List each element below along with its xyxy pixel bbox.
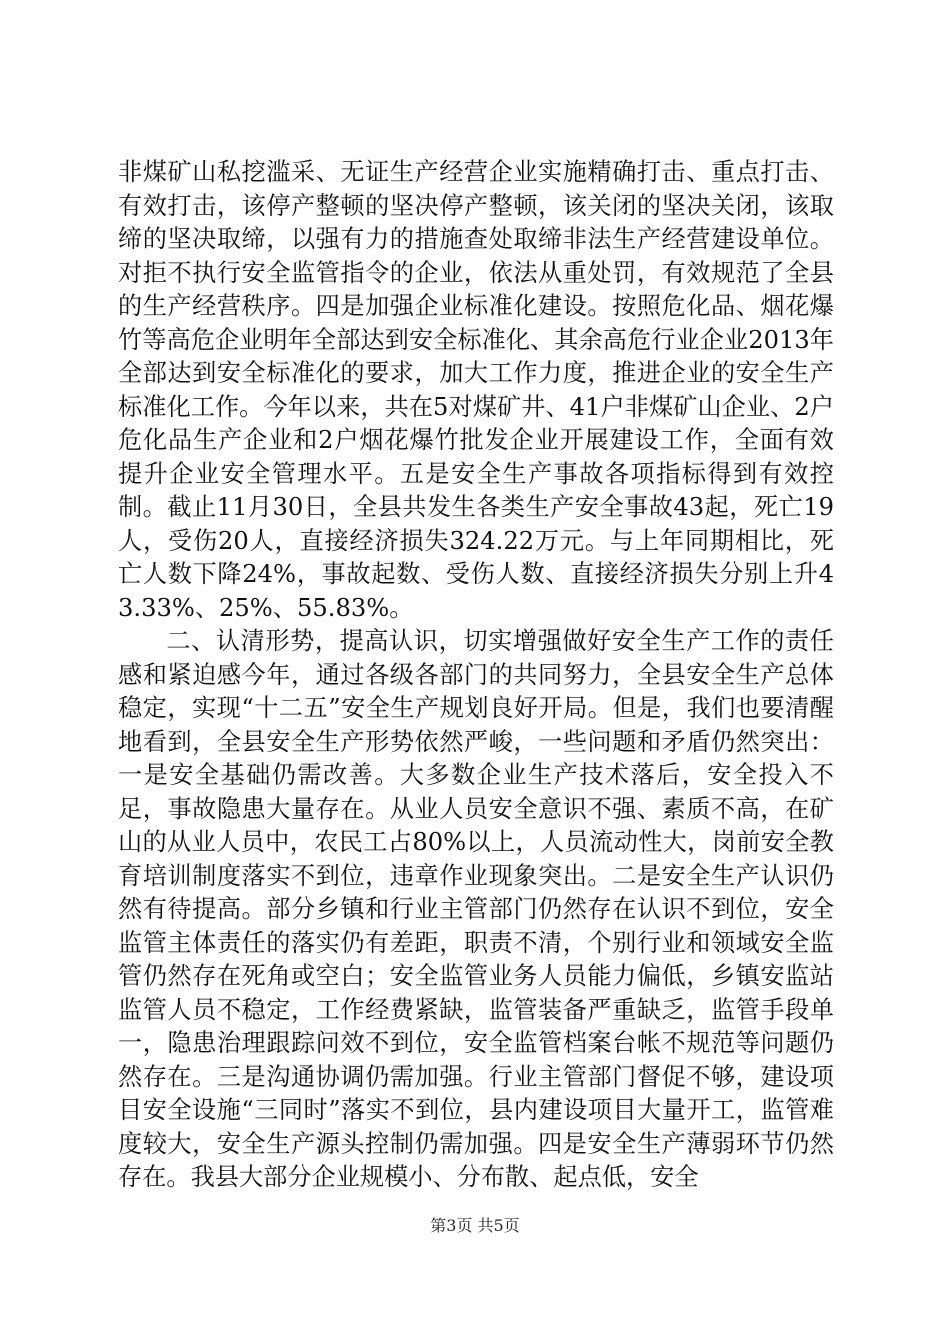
paragraph-continuation: 非煤矿山私挖滥采、无证生产经营企业实施精确打击、重点打击、有效打击，该停产整顿的坚决停产整顿，该关闭的坚决关闭，该取缔的坚决取缔，以强有力的措施查处取缔非法生产经营建设单位。对拒不执行安全监管指令的企业，依法从重处罚，有效规范了全县的生产经营秩序。四是加强企业标准化建设。按照危化品、烟花爆竹等高危企业明年全部达到安全标准化、其余高危行业企业2013年全部达到安全标准化的要求，加大工作力度，推进企业的安全生产标准化工作。今年以来，共在5对煤矿井、41户非煤矿山企业、2户危化品生产企业和2户烟花爆竹批发企业开展建设工作，全面有效提升企业安全管理水平。五是安全生产事故各项指标得到有效控制。截止11月30日，全县共发生各类生产安全事故43起，死亡19人，受伤20人，直接经济损失324.22万元。与上年同期相比，死亡人数下降24%，事故起数、受伤人数、直接经济损失分别上升43.33%、25%、55.83%。 (118, 158, 834, 622)
page-number-footer: 第3页 共5页 (430, 1216, 520, 1235)
paragraph-section-two: 二、认清形势，提高认识，切实增强做好安全生产工作的责任感和紧迫感今年，通过各级各部门的共同努力，全县安全生产总体稳定，实现“十二五”安全生产规划良好开局。但是，我们也要清醒地看到，全县安全生产形势依然严峻，一些问题和矛盾仍然突出：一是安全基础仍需改善。大多数企业生产技术落后，安全投入不足，事故隐患大量存在。从业人员安全意识不强、素质不高，在矿山的从业人员中，农民工占80%以上，人员流动性大，岗前安全教育培训制度落实不到位，违章作业现象突出。二是安全生产认识仍然有待提高。部分乡镇和行业主管部门仍然存在认识不到位，安全监管主体责任的落实仍有差距，职责不清，个别行业和领域安全监管仍然存在死角或空白；安全监管业务人员能力偏低，乡镇安监站监管人员不稳定，工作经费紧缺，监管装备严重缺乏，监管手段单一，隐患治理跟踪问效不到位，安全监管档案台帐不规范等问题仍然存在。三是沟通协调仍需加强。行业主管部门督促不够，建设项目安全设施“三同时”落实不到位，县内建设项目大量开工，监管难度较大，安全生产源头控制仍需加强。四是安全生产薄弱环节仍然存在。我县大部分企业规模小、分布散、起点低，安全 (118, 627, 834, 1191)
document-body (118, 156, 834, 1195)
